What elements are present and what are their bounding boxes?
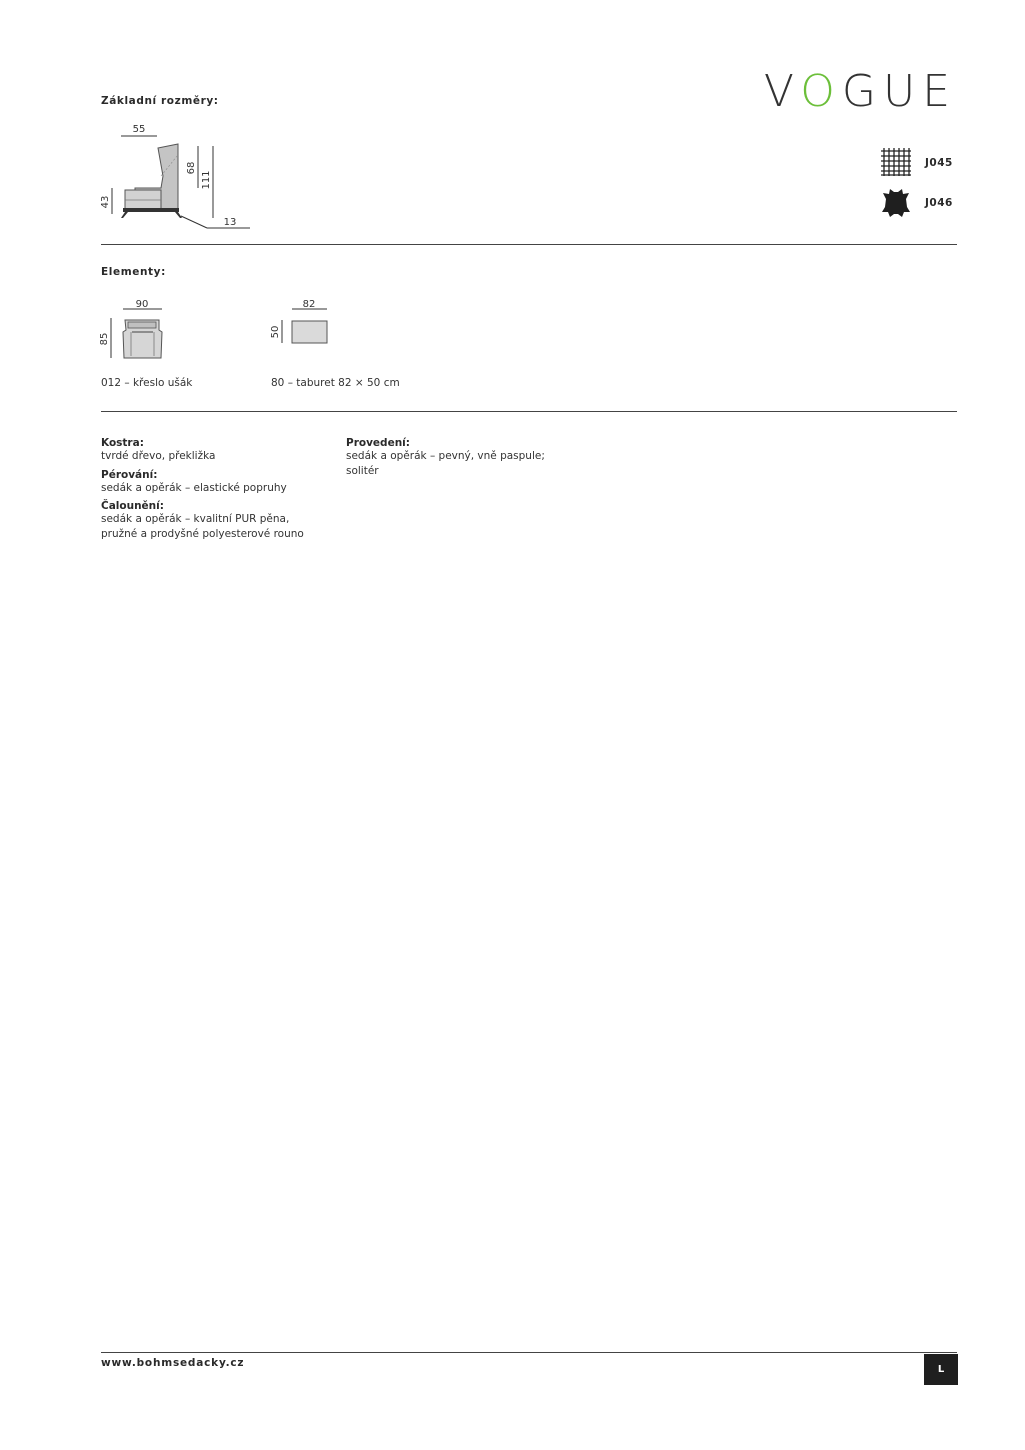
spec-springs-text: sedák a opěrák – elastické popruhy [101, 481, 287, 494]
footer-website-link[interactable]: www.bohmsedacky.cz [101, 1357, 245, 1369]
brand-logo: VOGUE [763, 66, 957, 117]
element-armchair-depth: 85 [99, 332, 110, 346]
dim-seat-height-label: 43 [100, 195, 111, 209]
dimensions-heading: Základní rozměry: [101, 95, 219, 107]
spec-upholstery-text-1: sedák a opěrák – kvalitní PUR pěna, [101, 513, 290, 525]
dim-back-height-label: 68 [186, 161, 197, 175]
spec-frame-text: tvrdé dřevo, překližka [101, 450, 216, 462]
fabric-weave-icon [880, 147, 912, 177]
dim-depth-label: 55 [132, 124, 146, 135]
elements-heading: Elementy: [101, 266, 166, 278]
divider [101, 244, 957, 245]
spec-frame-label: Kostra: [101, 437, 144, 449]
spec-finish-text-1: sedák a opěrák – pevný, vně paspule; [346, 450, 545, 462]
spec-finish-text-2: solitér [346, 464, 379, 477]
dim-total-height-label: 111 [201, 170, 212, 190]
page-marker-badge: L [924, 1354, 958, 1385]
spec-finish-label: Provedení: [346, 437, 410, 449]
footer-divider [101, 1352, 957, 1353]
armchair-side-drawing [95, 118, 260, 233]
material-code-j045: J045 [925, 157, 953, 169]
specs-right-column [346, 437, 586, 478]
element-ottoman-depth: 50 [270, 325, 281, 339]
spec-upholstery-label: Čalounění: [101, 500, 164, 512]
element-ottoman-plan [266, 296, 336, 348]
element-armchair-plan [95, 296, 175, 364]
specs-left-column [101, 437, 331, 541]
material-code-j046: J046 [925, 197, 953, 209]
spec-springs-label: Pérování: [101, 468, 158, 481]
element-ottoman-caption: 80 – taburet 82 × 50 cm [271, 377, 400, 389]
divider [101, 411, 957, 412]
leather-hide-icon [881, 188, 911, 218]
element-armchair-width: 90 [135, 299, 149, 310]
element-ottoman-width: 82 [302, 299, 316, 310]
element-armchair-caption: 012 – křeslo ušák [101, 377, 193, 389]
dim-leg-offset-label: 13 [223, 217, 237, 228]
spec-upholstery-text-2: pružné a prodyšné polyesterové rouno [101, 527, 304, 540]
